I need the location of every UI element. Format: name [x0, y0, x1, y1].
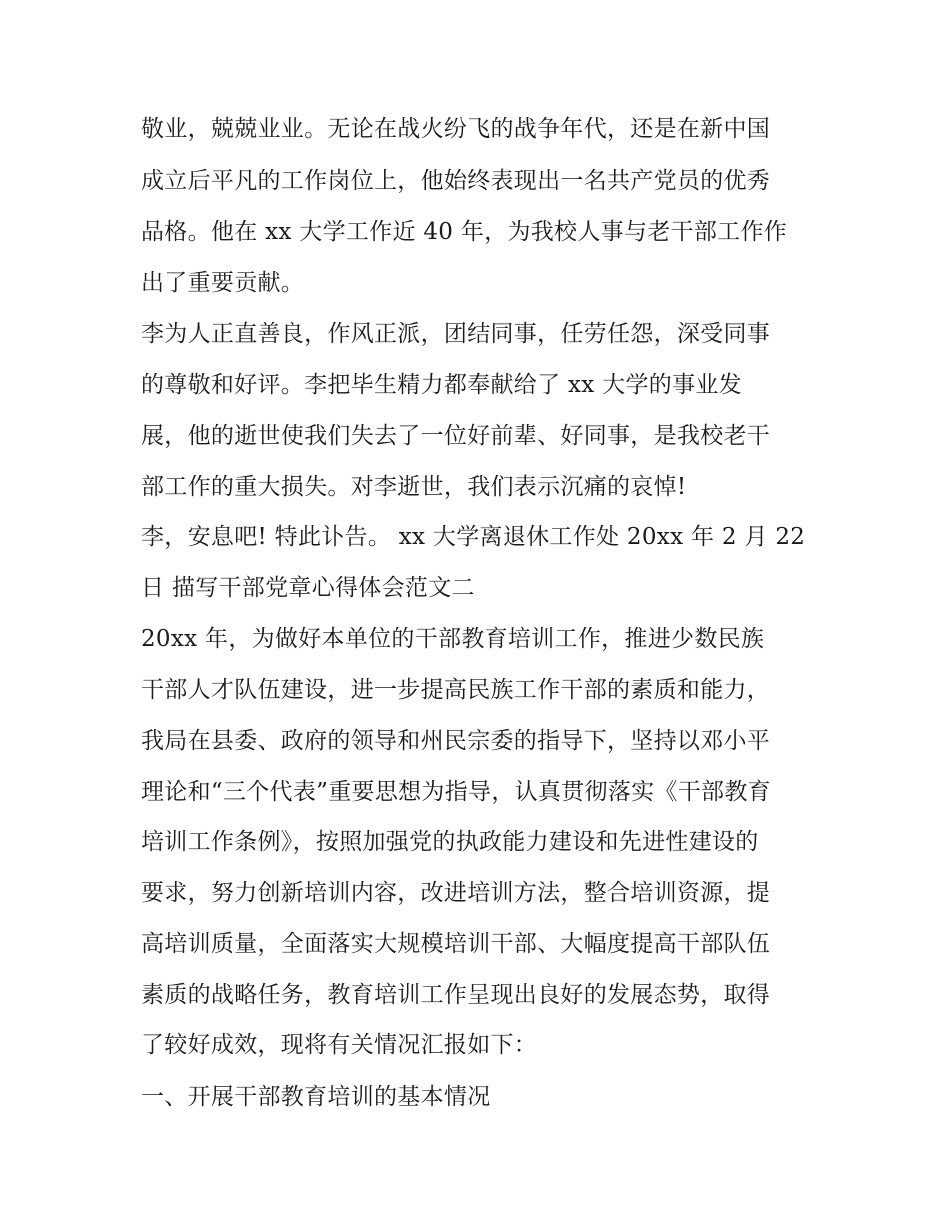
text-line-7: 展，他的逝世使我们失去了一位好前辈、好同事，是我校老干 [141, 423, 771, 449]
text-line-12: 干部人才队伍建设，进一步提高民族工作干部的素质和能力， [141, 677, 771, 703]
text-line-4: 出了重要贡献。 [141, 270, 305, 296]
section-heading: 一、开展干部教育培训的基本情况 [141, 1084, 491, 1110]
text-line-6: 的尊敬和好评。李把毕生精力都奉献给了 xx 大学的事业发 [141, 372, 742, 398]
text-line-2: 成立后平凡的工作岗位上，他始终表现出一名共产党员的优秀 [141, 168, 771, 194]
text-line-9: 李，安息吧! 特此讣告。 xx 大学离退休工作处 20xx 年 2 月 22 [141, 524, 806, 550]
text-line-8: 部工作的重大损失。对李逝世，我们表示沉痛的哀悼! [141, 474, 687, 500]
text-line-11: 20xx 年，为做好本单位的干部教育培训工作，推进少数民族 [141, 626, 765, 652]
text-line-1: 敬业，兢兢业业。无论在战火纷飞的战争年代，还是在新中国 [141, 116, 771, 142]
text-line-16: 要求，努力创新培训内容，改进培训方法，整合培训资源，提 [141, 880, 771, 906]
text-line-5: 李为人正直善良，作风正派，团结同事，任劳任怨，深受同事 [141, 321, 771, 347]
text-line-18: 素质的战略任务，教育培训工作呈现出良好的发展态势，取得 [141, 982, 771, 1008]
text-line-3: 品格。他在 xx 大学工作近 40 年，为我校人事与老干部工作作 [141, 219, 788, 245]
text-line-10: 日 描写干部党章心得体会范文二 [141, 575, 475, 601]
text-line-13: 我局在县委、政府的领导和州民宗委的指导下，坚持以邓小平 [141, 728, 771, 754]
text-line-17: 高培训质量，全面落实大规模培训干部、大幅度提高干部队伍 [141, 931, 771, 957]
text-line-15: 培训工作条例》，按照加强党的执政能力建设和先进性建设的 [141, 829, 759, 855]
text-line-14: 理论和“三个代表”重要思想为指导，认真贯彻落实《干部教育 [141, 779, 771, 805]
text-line-19: 了较好成效，现将有关情况汇报如下： [141, 1032, 538, 1058]
